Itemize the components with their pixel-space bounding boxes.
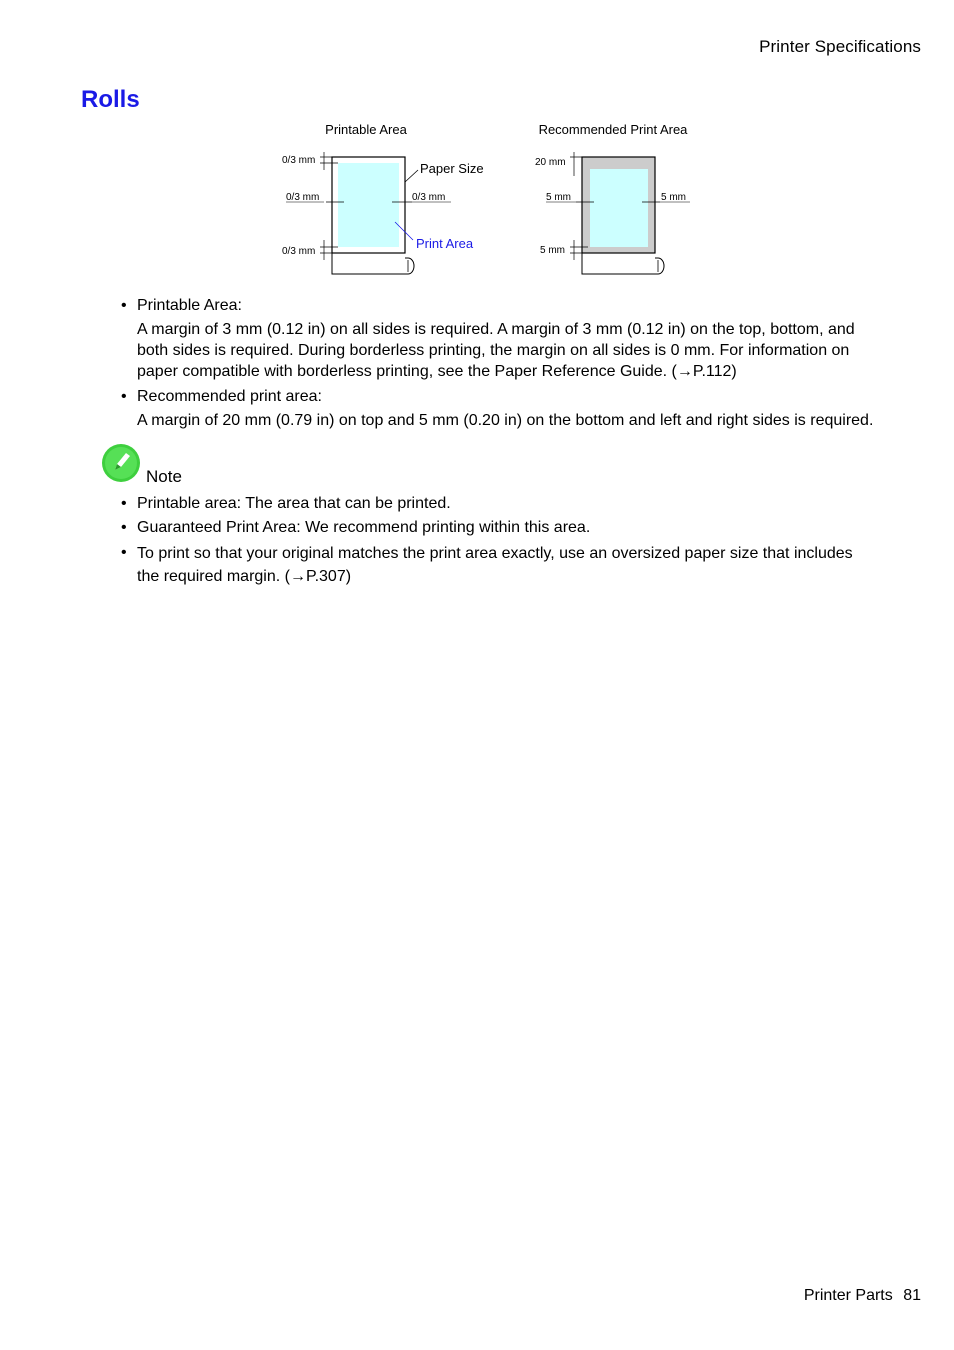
right-print-area [590,169,648,247]
item-text: A margin of 20 mm (0.79 in) on top and 5 mm (0.20 in) on the bottom and left and right sides is required. [137,412,874,429]
right-top-margin: 20 mm [535,157,566,168]
left-caption: Printable Area [325,122,407,137]
item-title: Printable Area: [137,297,242,314]
page-footer [798,1287,921,1305]
note-text: To print so that your original matches the print area exactly, use an oversized paper size that includes the required margin. (→P.307) [137,545,853,585]
print-area-label: Print Area [416,236,474,251]
item-text: A margin of 3 mm (0.12 in) on all sides is required. A margin of 3 mm (0.12 in) on the top, bottom, and both sides is required. During borderless printing, the margin on all sides is 0 mm. For information on paper compatible with borderless printing, see the Paper Reference Guide. (→P.112) [137,321,855,380]
print-area-figure [270,118,710,283]
right-caption: Recommended Print Area [538,122,688,137]
note-text: Printable area: The area that can be printed. [137,495,451,512]
left-left-margin: 0/3 mm [286,192,320,203]
note-label: Note [146,467,182,486]
right-right-margin: 5 mm [661,192,686,203]
footer-section: Printer Parts [803,1287,893,1304]
left-top-margin: 0/3 mm [282,155,316,166]
section-title: Rolls [81,86,140,113]
left-right-margin: 0/3 mm [412,192,446,203]
left-roll [332,253,414,274]
list-item: • Recommended print area: [121,388,322,405]
note-text: Guaranteed Print Area: We recommend printing within this area. [137,519,591,536]
header-title: Printer Specifications [759,37,921,56]
note-item: • Printable area: The area that can be printed. [121,495,451,512]
note-item-bullet: • [121,544,127,561]
item-title: Recommended print area: [137,388,322,405]
page-number: 81 [903,1287,921,1304]
note-item: • Guaranteed Print Area: We recommend printing within this area. [121,519,591,536]
paper-size-label: Paper Size [420,161,484,176]
left-print-area [338,163,399,247]
left-bottom-margin: 0/3 mm [282,246,316,257]
right-bottom-margin: 5 mm [540,245,565,256]
note-pencil-icon [101,443,141,483]
list-item: • Printable Area: [121,297,242,314]
right-left-margin: 5 mm [546,192,571,203]
right-roll [582,253,664,274]
